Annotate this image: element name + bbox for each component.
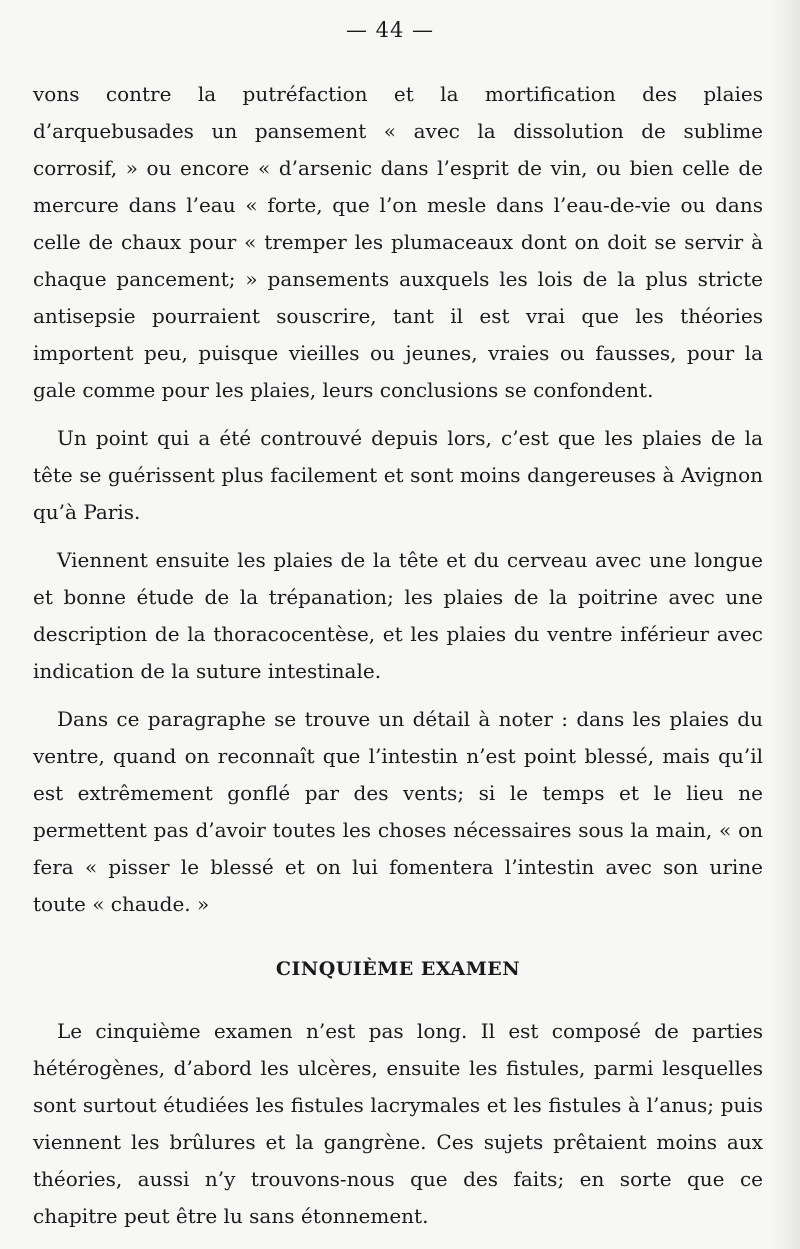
paragraph-avignon: Un point qui a été controuvé depuis lors, c’est que les plaies de la tête se guérissent plus facilement et sont moins dangereuses à Avignon qu’à Paris.: [33, 426, 763, 524]
paragraph-trepanation: Viennent ensuite les plaies de la tête et du cerveau avec une longue et bonne étude de la trépanation; les plaies de la poitrine avec une description de la thoracocentèse, et les plaies du ventre inférieur avec indication de la suture intestinale.: [33, 548, 763, 683]
page-edge-shadow: [772, 0, 800, 1249]
paragraph-fifth-exam: Le cinquième examen n’est pas long. Il est composé de parties hétérogènes, d’abord les ulcères, ensuite les fistules, parmi lesquelles sont surtout étudiées les fistules lacrymales et les fistules à l’anus; puis viennent les brûlures et la gangrène. Ces sujets prêtaient moins aux théories, aussi n’y trouvons-nous que des faits; en sorte que ce chapitre peut être lu sans étonnement.: [33, 1019, 763, 1228]
body-text: [33, 76, 763, 1235]
paragraph-intestine-detail: Dans ce paragraphe se trouve un détail à noter : dans les plaies du ventre, quand on reconnaît que l’intestin n’est point blessé, mais qu’il est extrêmement gonflé par des vents; si le temps et le lieu ne permettent pas d’avoir toutes les choses nécessaires sous la main, « on fera « pisser le blessé et on lui fomentera l’intestin avec son urine toute « chaude. »: [33, 707, 763, 916]
paragraph-continuation: vons contre la putréfaction et la mortification des plaies d’arquebusades un pansement « avec la dissolution de sublime corrosif, » ou encore « d’arsenic dans l’esprit de vin, ou bien celle de mercure dans l’eau « forte, que l’on mesle dans l’eau-de-vie ou dans celle de chaux pour « tremper les plumaceaux dont on doit se servir à chaque pancement; » pansements auxquels les lois de la plus stricte antisepsie pourraient souscrire, tant il est vrai que les théories importent peu, puisque vieilles ou jeunes, vraies ou fausses, pour la gale comme pour les plaies, leurs conclusions se confondent.: [33, 82, 763, 402]
section-heading: CINQUIÈME EXAMEN: [275, 958, 521, 980]
page-number: — 44 —: [345, 18, 435, 42]
